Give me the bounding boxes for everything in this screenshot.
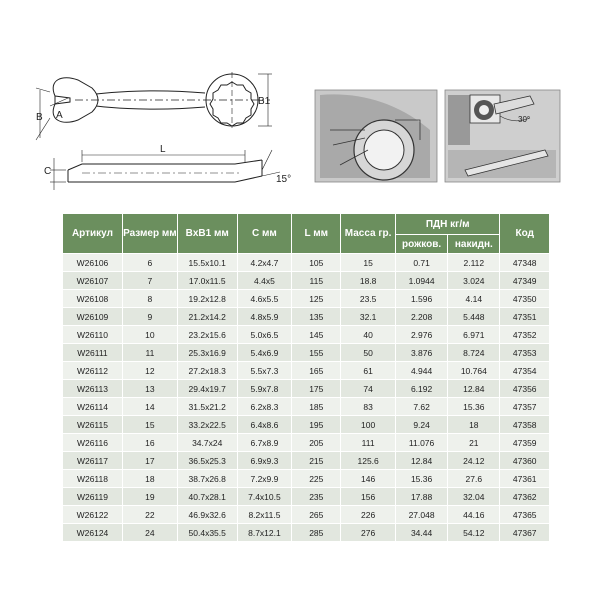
label-l: L: [160, 144, 166, 155]
cell-bxb1: 27.2x18.3: [177, 362, 237, 380]
table-row: [63, 290, 550, 308]
cell-torque-ring: 2.112: [448, 254, 500, 272]
cell-torque-ring: 32.04: [448, 488, 500, 506]
cell-size: 6: [122, 254, 177, 272]
cell-c: 5.0x6.5: [237, 326, 292, 344]
cell-size: 22: [122, 506, 177, 524]
cell-torque-handle: 34.44: [395, 524, 447, 542]
specification-table: [62, 213, 550, 542]
label-detail-angle: 30°: [518, 115, 531, 124]
cell-bxb1: 25.3x16.9: [177, 344, 237, 362]
cell-torque-handle: 2.208: [395, 308, 447, 326]
cell-bxb1: 50.4x35.5: [177, 524, 237, 542]
cell-bxb1: 34.7x24: [177, 434, 237, 452]
cell-size: 24: [122, 524, 177, 542]
cell-mass: 156: [341, 488, 396, 506]
cell-c: 5.4x6.9: [237, 344, 292, 362]
ring-detail-image: [315, 90, 437, 182]
cell-code: 47362: [500, 488, 550, 506]
cell-torque-handle: 1.0944: [395, 272, 447, 290]
cell-torque-handle: 3.876: [395, 344, 447, 362]
table-row: [63, 488, 550, 506]
header-torque-ring: накидн.: [448, 235, 500, 254]
cell-article: W26122: [63, 506, 123, 524]
cell-l: 185: [292, 398, 341, 416]
cell-mass: 61: [341, 362, 396, 380]
cell-bxb1: 36.5x25.3: [177, 452, 237, 470]
cell-article: W26115: [63, 416, 123, 434]
cell-torque-handle: 12.84: [395, 452, 447, 470]
cell-code: 47358: [500, 416, 550, 434]
cell-torque-ring: 54.12: [448, 524, 500, 542]
table-row: [63, 308, 550, 326]
cell-bxb1: 23.2x15.6: [177, 326, 237, 344]
cell-code: 47352: [500, 326, 550, 344]
cell-article: W26108: [63, 290, 123, 308]
cell-c: 8.7x12.1: [237, 524, 292, 542]
cell-article: W26124: [63, 524, 123, 542]
cell-c: 4.8x5.9: [237, 308, 292, 326]
header-code: Код: [500, 214, 550, 254]
angle-detail-image: [445, 90, 560, 182]
cell-size: 14: [122, 398, 177, 416]
technical-drawings: [0, 0, 600, 205]
cell-size: 9: [122, 308, 177, 326]
label-b1: B1: [258, 96, 271, 107]
cell-code: 47360: [500, 452, 550, 470]
header-article: Артикул: [63, 214, 123, 254]
cell-torque-handle: 2.976: [395, 326, 447, 344]
cell-l: 145: [292, 326, 341, 344]
cell-mass: 83: [341, 398, 396, 416]
cell-torque-ring: 12.84: [448, 380, 500, 398]
cell-torque-ring: 15.36: [448, 398, 500, 416]
wrench-top-view: [36, 72, 272, 140]
cell-bxb1: 31.5x21.2: [177, 398, 237, 416]
cell-mass: 18.8: [341, 272, 396, 290]
table-row: [63, 524, 550, 542]
cell-article: W26106: [63, 254, 123, 272]
cell-size: 7: [122, 272, 177, 290]
table-row: [63, 380, 550, 398]
cell-c: 8.2x11.5: [237, 506, 292, 524]
label-b: B: [36, 112, 43, 123]
header-torque: ПДН кг/м: [395, 214, 499, 235]
wrench-side-view: [50, 150, 280, 190]
cell-l: 195: [292, 416, 341, 434]
cell-c: 6.4x8.6: [237, 416, 292, 434]
cell-torque-handle: 6.192: [395, 380, 447, 398]
cell-size: 18: [122, 470, 177, 488]
cell-size: 12: [122, 362, 177, 380]
cell-bxb1: 33.2x22.5: [177, 416, 237, 434]
cell-l: 135: [292, 308, 341, 326]
cell-c: 6.2x8.3: [237, 398, 292, 416]
table-row: [63, 470, 550, 488]
cell-torque-handle: 15.36: [395, 470, 447, 488]
cell-l: 285: [292, 524, 341, 542]
table-row: [63, 272, 550, 290]
cell-mass: 23.5: [341, 290, 396, 308]
cell-code: 47348: [500, 254, 550, 272]
cell-c: 7.4x10.5: [237, 488, 292, 506]
wrench-drawings-svg: [0, 0, 600, 205]
cell-code: 47357: [500, 398, 550, 416]
cell-l: 175: [292, 380, 341, 398]
table-row: [63, 254, 550, 272]
cell-code: 47351: [500, 308, 550, 326]
cell-torque-handle: 1.596: [395, 290, 447, 308]
cell-l: 205: [292, 434, 341, 452]
cell-c: 6.7x8.9: [237, 434, 292, 452]
cell-mass: 111: [341, 434, 396, 452]
cell-article: W26112: [63, 362, 123, 380]
cell-size: 17: [122, 452, 177, 470]
label-c: C: [44, 166, 52, 177]
cell-mass: 125.6: [341, 452, 396, 470]
cell-c: 5.5x7.3: [237, 362, 292, 380]
cell-size: 13: [122, 380, 177, 398]
cell-mass: 146: [341, 470, 396, 488]
cell-code: 47350: [500, 290, 550, 308]
cell-torque-ring: 5.448: [448, 308, 500, 326]
table-row: [63, 452, 550, 470]
cell-torque-handle: 27.048: [395, 506, 447, 524]
table-body: [63, 254, 550, 542]
cell-bxb1: 46.9x32.6: [177, 506, 237, 524]
cell-torque-ring: 8.724: [448, 344, 500, 362]
table-row: [63, 434, 550, 452]
cell-torque-handle: 0.71: [395, 254, 447, 272]
cell-torque-ring: 18: [448, 416, 500, 434]
cell-torque-ring: 4.14: [448, 290, 500, 308]
cell-l: 265: [292, 506, 341, 524]
cell-c: 7.2x9.9: [237, 470, 292, 488]
table-row: [63, 416, 550, 434]
cell-torque-ring: 24.12: [448, 452, 500, 470]
cell-code: 47367: [500, 524, 550, 542]
cell-torque-handle: 4.944: [395, 362, 447, 380]
cell-l: 165: [292, 362, 341, 380]
cell-torque-ring: 44.16: [448, 506, 500, 524]
table-row: [63, 326, 550, 344]
label-angle: 15°: [276, 174, 292, 185]
cell-mass: 74: [341, 380, 396, 398]
cell-l: 235: [292, 488, 341, 506]
cell-torque-ring: 3.024: [448, 272, 500, 290]
cell-bxb1: 17.0x11.5: [177, 272, 237, 290]
cell-mass: 50: [341, 344, 396, 362]
cell-torque-ring: 10.764: [448, 362, 500, 380]
cell-size: 11: [122, 344, 177, 362]
cell-article: W26111: [63, 344, 123, 362]
header-size: Размер мм: [122, 214, 177, 254]
cell-torque-ring: 27.6: [448, 470, 500, 488]
cell-bxb1: 29.4x19.7: [177, 380, 237, 398]
cell-bxb1: 19.2x12.8: [177, 290, 237, 308]
cell-torque-handle: 9.24: [395, 416, 447, 434]
cell-l: 155: [292, 344, 341, 362]
cell-bxb1: 40.7x28.1: [177, 488, 237, 506]
cell-article: W26109: [63, 308, 123, 326]
cell-size: 10: [122, 326, 177, 344]
table-row: [63, 362, 550, 380]
cell-size: 8: [122, 290, 177, 308]
header-c: C мм: [237, 214, 292, 254]
table-row: [63, 398, 550, 416]
cell-mass: 226: [341, 506, 396, 524]
cell-c: 4.4x5: [237, 272, 292, 290]
header-torque-handle: рожков.: [395, 235, 447, 254]
header-bxb1: BxB1 мм: [177, 214, 237, 254]
cell-article: W26110: [63, 326, 123, 344]
cell-mass: 15: [341, 254, 396, 272]
cell-l: 115: [292, 272, 341, 290]
cell-l: 125: [292, 290, 341, 308]
cell-code: 47361: [500, 470, 550, 488]
cell-size: 15: [122, 416, 177, 434]
cell-article: W26118: [63, 470, 123, 488]
cell-bxb1: 15.5x10.1: [177, 254, 237, 272]
table-row: [63, 344, 550, 362]
cell-torque-ring: 21: [448, 434, 500, 452]
cell-code: 47354: [500, 362, 550, 380]
cell-l: 105: [292, 254, 341, 272]
cell-size: 19: [122, 488, 177, 506]
cell-article: W26114: [63, 398, 123, 416]
cell-mass: 276: [341, 524, 396, 542]
cell-mass: 100: [341, 416, 396, 434]
cell-article: W26117: [63, 452, 123, 470]
table-row: [63, 506, 550, 524]
cell-article: W26107: [63, 272, 123, 290]
cell-bxb1: 38.7x26.8: [177, 470, 237, 488]
cell-article: W26116: [63, 434, 123, 452]
cell-l: 225: [292, 470, 341, 488]
cell-mass: 40: [341, 326, 396, 344]
cell-c: 4.6x5.5: [237, 290, 292, 308]
cell-code: 47349: [500, 272, 550, 290]
cell-size: 16: [122, 434, 177, 452]
cell-torque-handle: 7.62: [395, 398, 447, 416]
cell-c: 6.9x9.3: [237, 452, 292, 470]
header-l: L мм: [292, 214, 341, 254]
cell-torque-handle: 17.88: [395, 488, 447, 506]
cell-torque-ring: 6.971: [448, 326, 500, 344]
cell-article: W26113: [63, 380, 123, 398]
cell-code: 47365: [500, 506, 550, 524]
header-mass: Масса гр.: [341, 214, 396, 254]
cell-code: 47356: [500, 380, 550, 398]
cell-torque-handle: 11.076: [395, 434, 447, 452]
cell-l: 215: [292, 452, 341, 470]
cell-code: 47359: [500, 434, 550, 452]
cell-c: 5.9x7.8: [237, 380, 292, 398]
cell-c: 4.2x4.7: [237, 254, 292, 272]
cell-bxb1: 21.2x14.2: [177, 308, 237, 326]
cell-code: 47353: [500, 344, 550, 362]
cell-mass: 32.1: [341, 308, 396, 326]
label-a: A: [56, 110, 63, 121]
cell-article: W26119: [63, 488, 123, 506]
